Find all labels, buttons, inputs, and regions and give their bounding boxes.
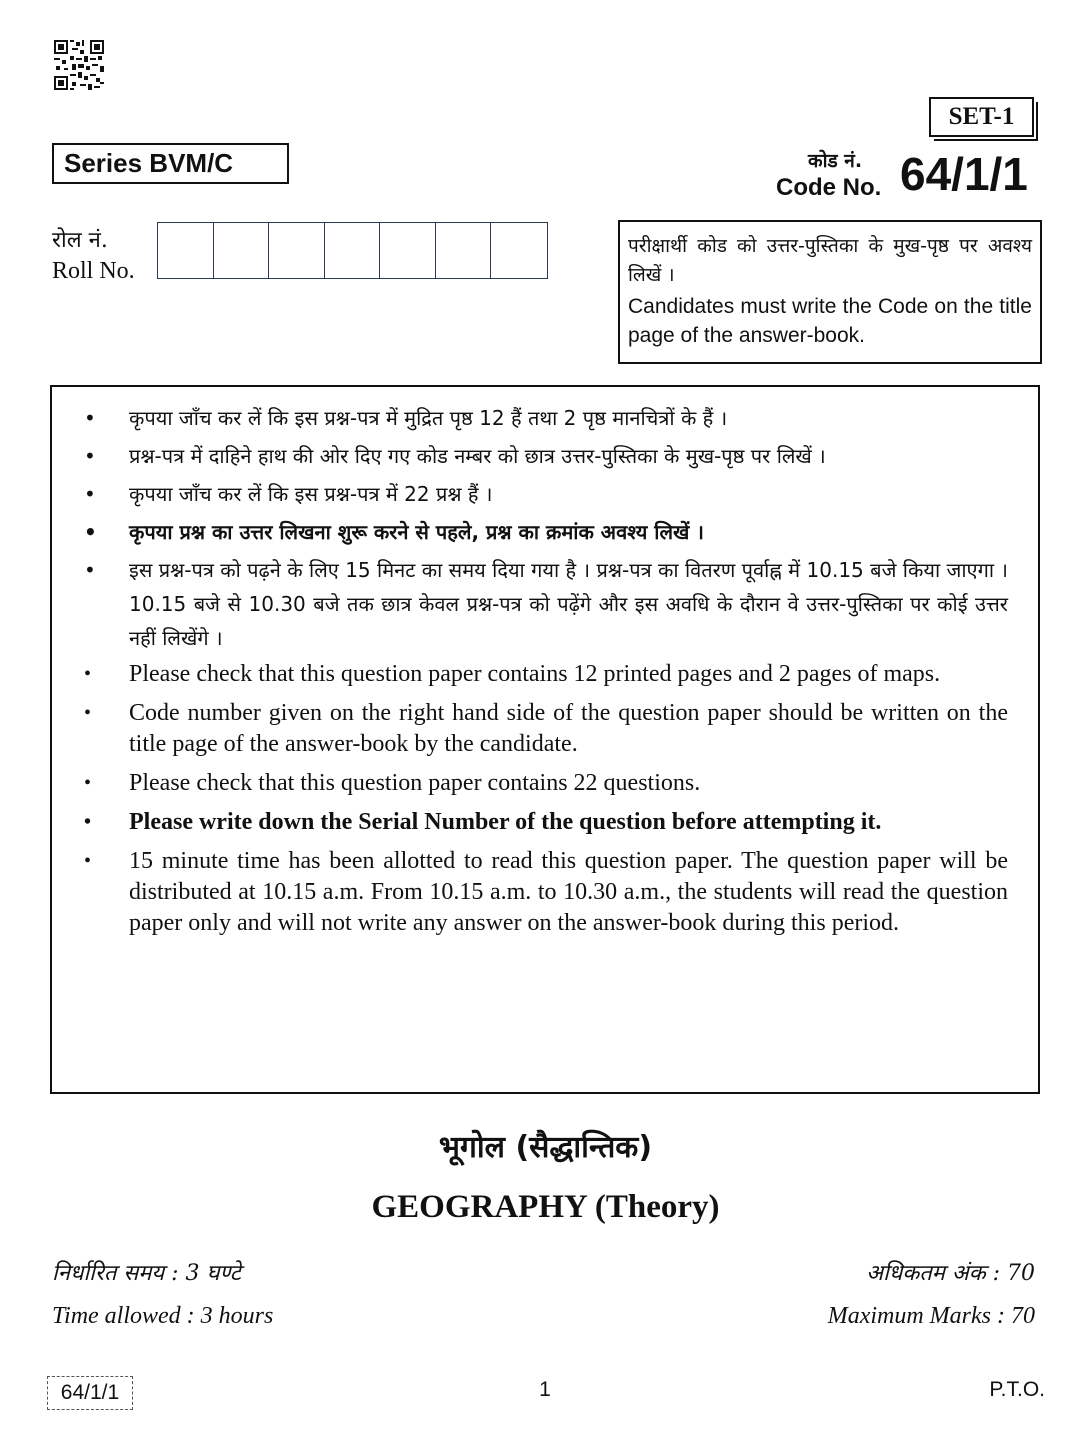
instruction-text: कृपया जाँच कर लें कि इस प्रश्न-पत्र में 22 प्रश्न हैं ।: [129, 482, 493, 506]
bullet-icon: •: [84, 772, 92, 794]
instruction-item: [82, 553, 1008, 655]
instruction-text: Please check that this question paper contains 12 printed pages and 2 pages of maps.: [129, 661, 941, 687]
code-label-english: Code No.: [776, 174, 882, 201]
roll-digit-box[interactable]: [436, 223, 492, 278]
roll-digit-box[interactable]: [380, 223, 436, 278]
instruction-text: 15 minute time has been allotted to read this question paper. The question paper will be distributed at 10.15 a.m. From 10.15 a.m. to 10.30 a.m., the students will read the question paper only and will not write any answer on the answer-book during this period.: [129, 848, 1008, 936]
bullet-icon: •: [84, 850, 92, 872]
roll-label-english: Roll No.: [52, 258, 135, 284]
set-label: SET-1: [929, 97, 1034, 137]
bullet-icon: •: [84, 811, 92, 833]
qr-code-icon: [54, 40, 104, 90]
instruction-text: इस प्रश्न-पत्र को पढ़ने के लिए 15 मिनट का समय दिया गया है । प्रश्न-पत्र का वितरण पूर्वाह्न में 10.15 बजे किया जाएगा । 10.15 बजे से 10.30 बजे तक छात्र केवल प्रश्न-पत्र को पढ़ेंगे और इस अवधि के दौरान वे उत्तर-पुस्तिका पर कोई उत्तर नहीं लिखेंगे ।: [129, 558, 1008, 650]
roll-digit-box[interactable]: [269, 223, 325, 278]
bullet-icon: •: [84, 702, 92, 724]
instruction-item: [82, 439, 1008, 473]
time-allowed-english: Time allowed : 3 hours: [52, 1303, 274, 1329]
footer-code: 64/1/1: [47, 1376, 133, 1410]
instruction-item: [82, 515, 1008, 549]
instruction-text: कृपया प्रश्न का उत्तर लिखना शुरू करने से पहले, प्रश्न का क्रमांक अवश्य लिखें ।: [129, 520, 704, 544]
instruction-item: [82, 401, 1008, 435]
bullet-icon: •: [84, 406, 96, 430]
pto-label: P.T.O.: [989, 1378, 1045, 1401]
subject-title-english: GEOGRAPHY (Theory): [371, 1189, 720, 1225]
page-number: 1: [539, 1378, 551, 1401]
bullet-icon: •: [84, 444, 96, 468]
roll-digit-box[interactable]: [491, 223, 547, 278]
maximum-marks-hindi: अधिकतम अंक : 70: [866, 1261, 1035, 1286]
roll-digit-box[interactable]: [214, 223, 270, 278]
bullet-icon: •: [84, 558, 96, 582]
instruction-item: [82, 807, 1008, 838]
roll-label-hindi: रोल नं.: [52, 228, 108, 253]
subject-title-hindi: भूगोल (सैद्धान्तिक): [438, 1130, 653, 1165]
roll-number-boxes[interactable]: [157, 222, 548, 279]
roll-digit-box[interactable]: [325, 223, 381, 278]
instruction-item: [82, 768, 1008, 799]
instruction-text: Please check that this question paper contains 22 questions.: [129, 770, 701, 796]
instruction-text: प्रश्न-पत्र में दाहिने हाथ की ओर दिए गए कोड नम्बर को छात्र उत्तर-पुस्तिका के मुख-पृष्ठ पर लिखें ।: [129, 444, 826, 468]
instruction-text: कृपया जाँच कर लें कि इस प्रश्न-पत्र में मुद्रित पृष्ठ 12 हैं तथा 2 पृष्ठ मानचित्रों के हैं ।: [129, 406, 728, 430]
instruction-text: Please write down the Serial Number of the question before attempting it.: [129, 809, 882, 835]
code-number: 64/1/1: [900, 148, 1028, 200]
bullet-icon: •: [84, 482, 96, 506]
instruction-item: [82, 659, 1008, 690]
instruction-text: Code number given on the right hand side of the question paper should be written on the title page of the answer-book by the candidate.: [129, 700, 1008, 757]
maximum-marks-english: Maximum Marks : 70: [827, 1303, 1035, 1329]
candidate-note-hindi: परीक्षार्थी कोड को उत्तर-पुस्तिका के मुख-पृष्ठ पर अवश्य लिखें ।: [628, 235, 1032, 286]
instructions-box: [50, 385, 1040, 1094]
roll-digit-box[interactable]: [158, 223, 214, 278]
instructions-list: [82, 401, 1008, 939]
instruction-item: [82, 698, 1008, 760]
instruction-item: [82, 846, 1008, 939]
code-label-hindi: कोड नं.: [808, 150, 863, 172]
time-allowed-hindi: निर्धारित समय : 3 घण्टे: [52, 1261, 241, 1286]
candidate-note-english: Candidates must write the Code on the title page of the answer-book.: [628, 295, 1032, 347]
candidate-note-box: [618, 220, 1042, 364]
bullet-icon: •: [84, 663, 92, 685]
instruction-item: [82, 477, 1008, 511]
series-label: Series BVM/C: [52, 143, 289, 184]
bullet-icon: •: [84, 520, 97, 544]
